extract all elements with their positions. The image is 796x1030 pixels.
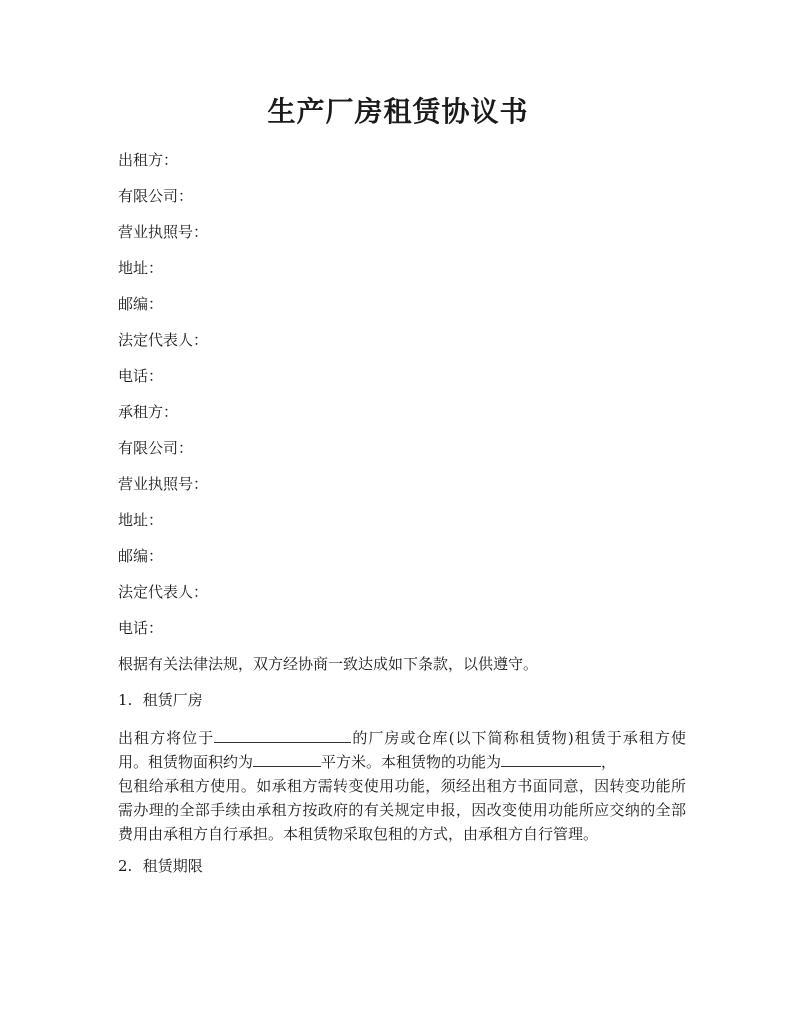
lessor-address-field: 地址： [118,259,164,277]
section-1-number: 1. [118,691,133,709]
section-1-text-part5: 包租给承租方使用。如承租方需转变使用功能，须经出租方书面同意，因转变功能所需办理的全部手续由承租方按政府的有关规定申报，因改变使用功能所应交纳的全部费用由承租方自行承担。本租赁物采取包租的方式，由承租方自行管理。 [118,777,686,843]
lessee-representative-field: 法定代表人： [118,583,209,601]
section-1-paragraph [118,726,686,846]
section-1-text-part2: 的厂房或仓库(以下简称租赁物)租赁于承租方使用。租赁物面积约为 [118,729,686,771]
section-1-heading [118,690,686,726]
location-blank [214,727,351,743]
section-2-heading [118,856,686,892]
lessor-representative-field: 法定代表人： [118,331,209,349]
area-blank [253,751,321,767]
section-1-text-part1: 出租方将位于 [118,729,215,747]
lessor-company-field: 有限公司： [118,187,194,205]
intro-paragraph: 根据有关法律法规，双方经协商一致达成如下条款，以供遵守。 [118,655,539,673]
lessor-postcode-field: 邮编： [118,295,164,313]
section-1-title: 租赁厂房 [142,691,203,709]
section-2-number: 2. [118,857,133,875]
lessee-phone-field: 电话： [118,619,164,637]
lessee-label: 承租方： [118,403,179,421]
lessor-license-field: 营业执照号： [118,223,209,241]
lessor-phone-field: 电话： [118,367,164,385]
section-2-title: 租赁期限 [142,857,203,875]
section-1-text-part4: ， [601,753,617,771]
document-title: 生产厂房租赁协议书 [267,95,529,128]
function-blank [501,751,601,767]
lessee-company-field: 有限公司： [118,439,194,457]
lessee-postcode-field: 邮编： [118,547,164,565]
lessee-license-field: 营业执照号： [118,475,209,493]
document-body [118,150,686,892]
section-1-text-part3: 平方米。本租赁物的功能为 [321,753,502,771]
lessor-label: 出租方： [118,151,179,169]
lessee-address-field: 地址： [118,511,164,529]
